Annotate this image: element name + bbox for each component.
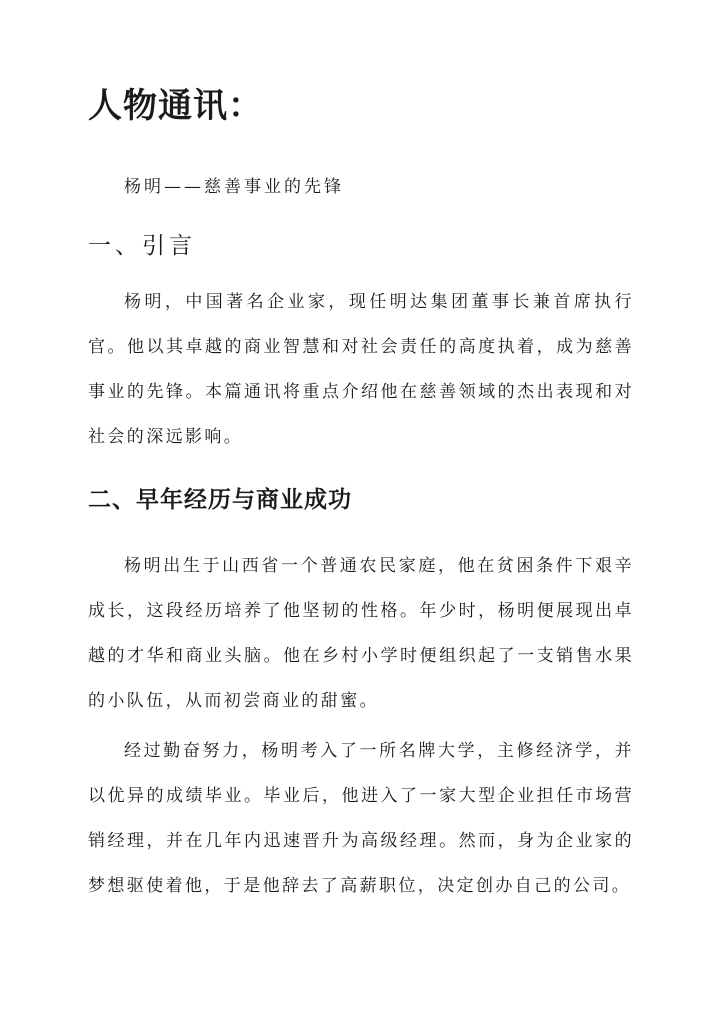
section-heading-early-life: 二、早年经历与商业成功	[88, 486, 352, 513]
paragraph-introduction: 杨明，中国著名企业家，现任明达集团董事长兼首席执行官。他以其卓越的商业智慧和对社会责任的高度执着，成为慈善事业的先锋。本篇通讯将重点介绍他在慈善领域的杰出表现和对社会的深远影响。	[88, 292, 634, 447]
paragraph-early-life: 杨明出生于山西省一个普通农民家庭，他在贫困条件下艰辛成长，这段经历培养了他坚韧的性格。年少时，杨明便展现出卓越的才华和商业头脑。他在乡村小学时便组织起了一支销售水果的小队伍，从而初尝商业的甜蜜。	[88, 556, 634, 711]
section-heading-introduction: 一、引言	[88, 233, 196, 259]
document-subtitle: 杨明——慈善事业的先锋	[124, 177, 344, 197]
document-title: 人物通讯：	[88, 86, 263, 126]
paragraph-career: 经过勤奋努力，杨明考入了一所名牌大学，主修经济学，并以优异的成绩毕业。毕业后，他进入了一家大型企业担任市场营销经理，并在几年内迅速晋升为高级经理。然而，身为企业家的梦想驱使着他，于是他辞去了高薪职位，决定创办自己的公司。	[88, 741, 634, 896]
